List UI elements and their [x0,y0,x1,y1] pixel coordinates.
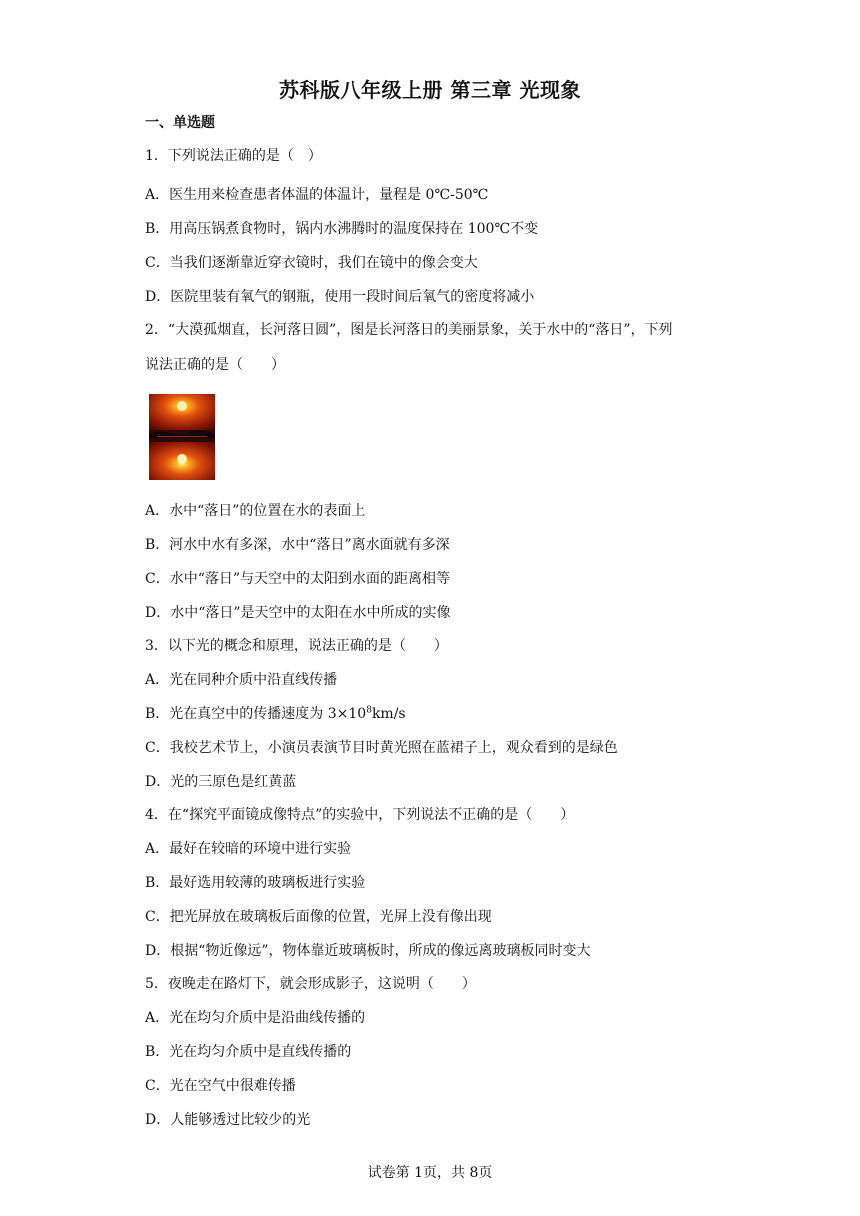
question-4-stem: 4．在“探究平面镜成像特点”的实验中，下列说法不正确的是（ ） [145,807,575,823]
question-1-option-b: B．用高压锅煮食物时，锅内水沸腾时的温度保持在 100℃不变 [145,221,539,237]
section-heading: 一、单选题 [145,115,215,131]
question-3-stem: 3．以下光的概念和原理，说法正确的是（ ） [145,638,448,654]
question-1-stem: 1．下列说法正确的是（ ） [145,148,322,164]
question-3-option-a: A．光在同种介质中沿直线传播 [145,672,338,688]
question-3-option-d: D．光的三原色是红黄蓝 [145,774,297,790]
question-3-option-b-exponent: 8 [366,705,372,716]
sunset-river-photo [149,394,215,480]
question-3-option-b-text: B．光在真空中的传播速度为 3×10 [145,706,367,722]
question-1-option-a: A．医生用来检查患者体温的体温计，量程是 0℃-50℃ [145,187,489,203]
sunset-reflection-image [149,394,215,480]
question-5-option-c: C．光在空气中很难传播 [145,1078,296,1094]
question-4-option-a: A．最好在较暗的环境中进行实验 [145,841,352,857]
question-5-option-d: D．人能够透过比较少的光 [145,1112,311,1128]
question-4-option-d: D．根据“物近像远”，物体靠近玻璃板时，所成的像远离玻璃板同时变大 [145,943,591,959]
question-1-option-c: C．当我们逐渐靠近穿衣镜时，我们在镜中的像会变大 [145,255,478,271]
question-2-option-b: B．河水中水有多深，水中“落日”离水面就有多深 [145,537,450,553]
question-2-option-c: C．水中“落日”与天空中的太阳到水面的距离相等 [145,571,451,587]
question-5-stem: 5．夜晚走在路灯下，就会形成影子，这说明（ ） [145,976,476,992]
question-2-option-d: D．水中“落日”是天空中的太阳在水中所成的实像 [145,605,451,621]
question-2-option-a: A．水中“落日”的位置在水的表面上 [145,503,366,519]
question-2-stem-line-2: 说法正确的是（ ） [145,357,285,373]
question-4-option-c: C．把光屏放在玻璃板后面像的位置，光屏上没有像出现 [145,909,492,925]
question-4-option-b: B．最好选用较薄的玻璃板进行实验 [145,875,366,891]
question-3-option-b [145,705,406,723]
question-3-option-c: C．我校艺术节上，小演员表演节目时黄光照在蓝裙子上，观众看到的是绿色 [145,740,618,756]
page-footer: 试卷第 1页，共 8页 [367,1165,493,1181]
question-2-stem-line-1: 2．“大漠孤烟直，长河落日圆”，图是长河落日的美丽景象，关于水中的“落日”，下列 [145,322,673,338]
question-1-option-d: D．医院里装有氧气的钢瓶，使用一段时间后氧气的密度将减小 [145,289,535,305]
question-3-option-b-unit: km/s [371,706,406,722]
page-title: 苏科版八年级上册 第三章 光现象 [279,78,581,102]
question-5-option-b: B．光在均匀介质中是直线传播的 [145,1044,352,1060]
question-5-option-a: A．光在均匀介质中是沿曲线传播的 [145,1010,366,1026]
